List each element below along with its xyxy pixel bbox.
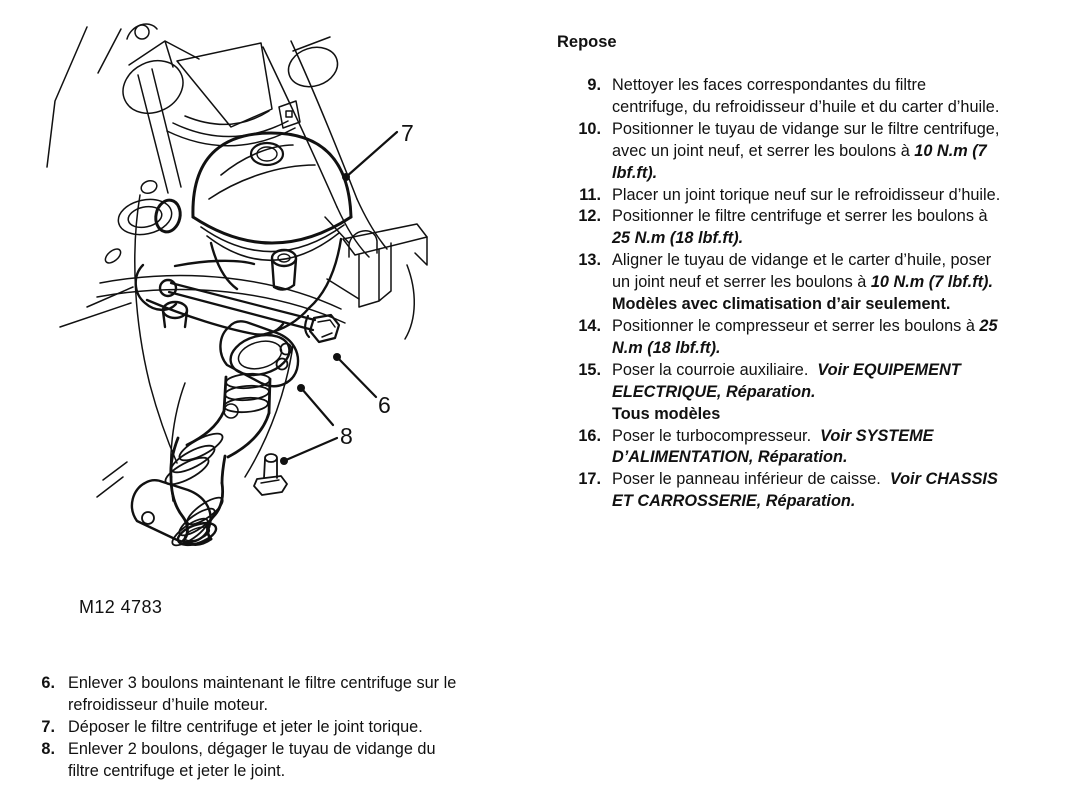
text-segment: ET CARROSSERIE, Réparation. — [612, 492, 856, 511]
step-item — [36, 673, 522, 717]
step-text — [612, 185, 1057, 207]
step-item — [557, 206, 1057, 250]
engine-diagram-svg — [25, 15, 525, 600]
text-segment: Positionner le compresseur et serrer les boulons à — [612, 316, 980, 335]
step-number: 11. — [579, 185, 601, 204]
text-segment: Voir EQUIPEMENT — [817, 360, 961, 379]
text-segment: Voir CHASSIS — [889, 470, 998, 489]
tube-bottom-flange — [132, 480, 219, 549]
text-segment: Enlever 3 boulons maintenant le filtre centrifuge sur le — [68, 674, 457, 692]
text-segment: Voir SYSTEME — [820, 426, 934, 445]
repose-section — [557, 33, 1057, 513]
text-segment: filtre centrifuge et jeter le joint. — [68, 761, 286, 780]
step-text — [68, 717, 522, 739]
repose-steps-list — [557, 75, 1057, 513]
step-number: 8. — [41, 739, 55, 758]
text-segment: lbf.ft). — [612, 163, 658, 182]
drain-tube — [132, 372, 270, 549]
text-segment: avec un joint neuf, et serrer les boulons à — [612, 141, 915, 160]
step-number: 15. — [578, 360, 601, 379]
text-segment: Tous modèles — [612, 404, 721, 423]
step-number: 14. — [578, 316, 601, 335]
text-segment: D’ALIMENTATION, Réparation. — [612, 448, 848, 467]
step-item — [557, 119, 1057, 185]
step-item — [557, 250, 1057, 316]
text-segment: refroidisseur d’huile moteur. — [68, 695, 268, 714]
step-number: 16. — [578, 426, 601, 445]
text-segment: Aligner le tuyau de vidange et le carter d’huile, poser — [612, 251, 992, 270]
text-segment: centrifuge, du refroidisseur d’huile et du carter d’huile. — [612, 97, 1000, 116]
text-segment: un joint neuf et serrer les boulons à — [612, 273, 871, 292]
text-segment: Poser le turbocompresseur. — [612, 426, 821, 445]
step-text — [68, 673, 522, 717]
text-segment: 25 N.m (18 lbf.ft). — [612, 229, 744, 248]
step-item — [557, 185, 1057, 207]
text-segment: Nettoyer les faces correspondantes du filtre — [612, 76, 927, 94]
step-item — [557, 316, 1057, 360]
step-number: 6. — [41, 674, 55, 692]
step-number: 13. — [578, 251, 601, 270]
text-segment: ELECTRIQUE, Réparation. — [612, 382, 816, 401]
callout-7-label: 7 — [401, 120, 414, 146]
step-text — [612, 316, 1057, 360]
text-segment: Poser la courroie auxiliaire. — [612, 360, 818, 379]
step-text — [612, 360, 1057, 426]
engine-background — [47, 24, 427, 501]
text-segment: Enlever 2 boulons, dégager le tuyau de vidange du — [68, 739, 436, 758]
text-segment: 25 — [979, 316, 998, 335]
step-number: 9. — [587, 76, 601, 94]
text-segment: Positionner le filtre centrifuge et serrer les boulons à — [612, 207, 988, 226]
step-text — [612, 469, 1057, 513]
text-segment: 10 N.m (7 — [914, 141, 987, 160]
text-segment: Modèles avec climatisation d’air seulement. — [612, 295, 951, 314]
step-text — [612, 250, 1057, 316]
text-segment: N.m (18 lbf.ft). — [612, 338, 721, 357]
step-item — [36, 739, 522, 783]
step-item — [557, 469, 1057, 513]
step-text — [612, 119, 1057, 185]
o-ring-gasket — [153, 198, 183, 234]
step-number: 7. — [41, 717, 55, 736]
callout-8-label: 8 — [340, 423, 353, 449]
step-item — [557, 75, 1057, 119]
repose-heading: Repose — [557, 33, 617, 51]
step-number: 17. — [578, 470, 601, 489]
callout-7 — [342, 120, 414, 181]
step-text — [612, 75, 1057, 119]
figure-number: M12 4783 — [79, 597, 163, 617]
step-text — [68, 739, 522, 783]
step-text — [612, 426, 1057, 470]
text-segment: 10 N.m (7 lbf.ft). — [870, 273, 993, 292]
removal-steps-list — [36, 673, 522, 783]
centrifuge-filter — [136, 133, 351, 335]
step-number: 10. — [578, 119, 601, 138]
step-item — [36, 717, 522, 739]
step-number: 12. — [578, 207, 601, 226]
step-text — [612, 206, 1057, 250]
callout-6 — [333, 353, 391, 418]
step-item — [557, 360, 1057, 426]
step-item — [557, 426, 1057, 470]
mounting-arm — [136, 261, 283, 335]
drain-tube-flange — [220, 321, 298, 418]
callout-6-label: 6 — [378, 392, 391, 418]
callout-8 — [280, 384, 353, 465]
figure-illustration — [25, 15, 525, 600]
text-segment: Déposer le filtre centrifuge et jeter le joint torique. — [68, 717, 423, 736]
text-segment: Poser le panneau inférieur de caisse. — [612, 470, 890, 489]
text-segment: Positionner le tuyau de vidange sur le filtre centrifuge, — [612, 119, 1000, 138]
text-segment: Placer un joint torique neuf sur le refroidisseur d’huile. — [612, 185, 1001, 204]
